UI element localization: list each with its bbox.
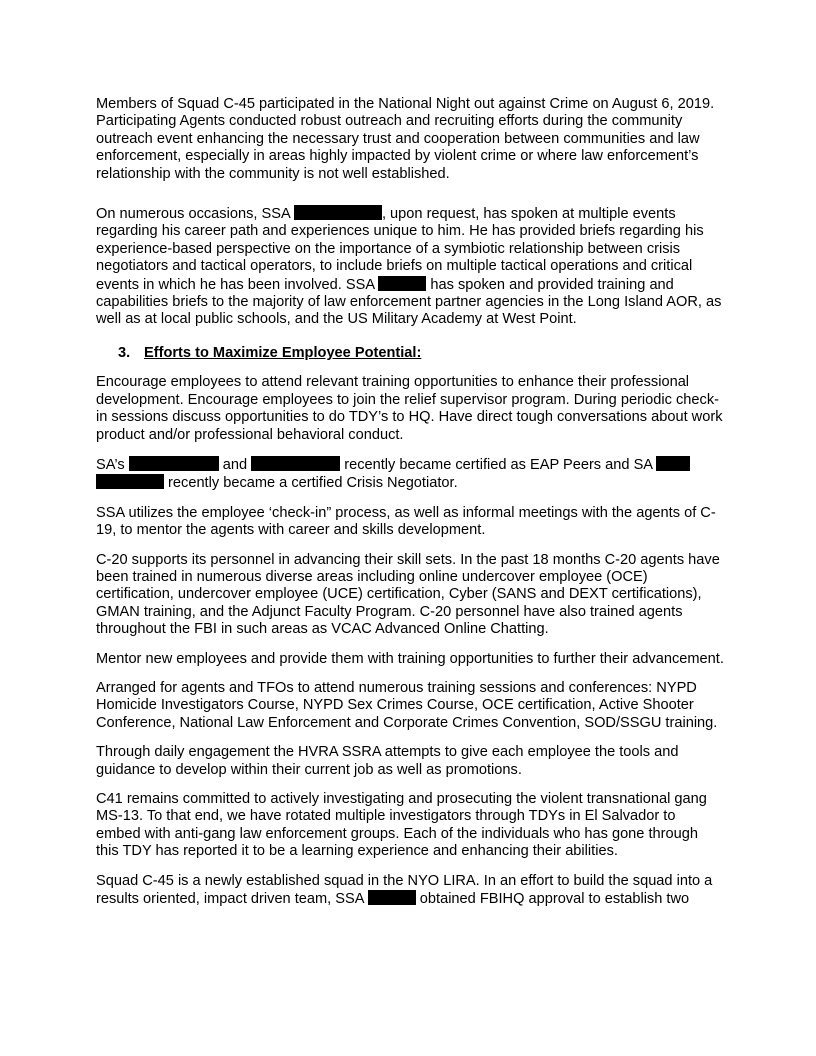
text-span: obtained FBIHQ approval to establish two [415,891,690,908]
paragraph-ssa-speaking [96,205,724,329]
redaction-box [129,456,219,471]
paragraph-national-night-out: Members of Squad C-45 participated in the National Night out against Crime on August 6, 2019. Participating Agents conducted robust outreach and recruiting efforts during the community outreach event enhancing the necessary trust and cooperation between communities and law enforcement, especially in areas highly impacted by violent crime or where law enforcement’s relationship with the community is not well established. [96,96,715,182]
redaction-box [96,474,164,489]
section-heading [118,345,724,362]
paragraph-c20: C-20 supports its personnel in advancing their skill sets. In the past 18 months C-20 agents have been trained in numerous diverse areas including online undercover employee (OCE) certification, undercover employee (UCE) certification, Cyber (SANS and DEXT certifications), GMAN training, and the Adjunct Faculty Program. C-20 personnel have also trained agents throughout the FBI in such areas as VCAC Advanced Online Chatting. [96,551,720,638]
paragraph-eap-peers [96,456,724,493]
text-span: recently became a certified Crisis Negotiator. [164,475,458,492]
paragraph-c45-squad [96,873,724,909]
paragraph-encourage-employees: Encourage employees to attend relevant training opportunities to enhance their professional development. Encourage employees to join the relief supervisor program. During periodic check-in sessions discuss opportunities to do TDY’s to HQ. Have direct tough conversations about work product and/or professional behavioral conduct. [96,374,723,443]
text-span: On numerous occasions, SSA [96,206,294,223]
text-span: and [218,456,252,473]
section-title: Efforts to Maximize Employee Potential: [144,344,422,361]
redaction-box [294,205,382,220]
text-span: Squad C-45 is a newly established squad in the NYO LIRA. In an effort to build the squad into a results oriented, impact driven team, SSA [96,872,713,908]
redaction-box [656,456,690,471]
document-page [96,96,724,920]
paragraph-mentor: Mentor new employees and provide them with training opportunities to further their advancement. [96,650,724,667]
paragraph-hvra: Through daily engagement the HVRA SSRA attempts to give each employee the tools and guidance to develop within their current job as well as promotions. [96,744,679,778]
paragraph-training-sessions: Arranged for agents and TFOs to attend numerous training sessions and conferences: NYPD Homicide Investigators Course, NYPD Sex Crimes Course, OCE certification, Active Shooter Conference, National Law Enforcement and Corporate Crimes Convention, SOD/SSGU training. [96,679,718,731]
paragraph-c41: C41 remains committed to actively investigating and prosecuting the violent transnational gang MS-13. To that end, we have rotated multiple investigators through TDYs in El Salvador to embed with anti-gang law enforcement groups. Each of the individuals who has gone through this TDY has reported it to be a learning experience and enhancing their abilities. [96,791,707,860]
text-span: , upon request, has spoken at multiple events regarding his career path and experiences unique to him. He has provided briefs regarding his experience-based perspective on the importance of a symbiotic relationship between crisis negotiators and tactical operators, to include briefs on multiple tactical operations and critical events in which he has been involved. SSA [96,206,704,293]
text-span: recently became certified as EAP Peers and SA [340,456,657,473]
paragraph-check-in: SSA utilizes the employee ‘check-in” process, as well as informal meetings with the agents of C-19, to mentor the agents with career and skills development. [96,504,716,539]
redaction-box [251,456,340,471]
text-span: SA’s [96,456,129,473]
text-span: has spoken and provided training and capabilities briefs to the majority of law enforcement partner agencies in the Long Island AOR, as well as at local public schools, and the US Military Academy at West Point. [96,276,722,328]
redaction-box [378,276,426,291]
section-number: 3. [118,344,131,361]
redaction-box [368,890,416,905]
